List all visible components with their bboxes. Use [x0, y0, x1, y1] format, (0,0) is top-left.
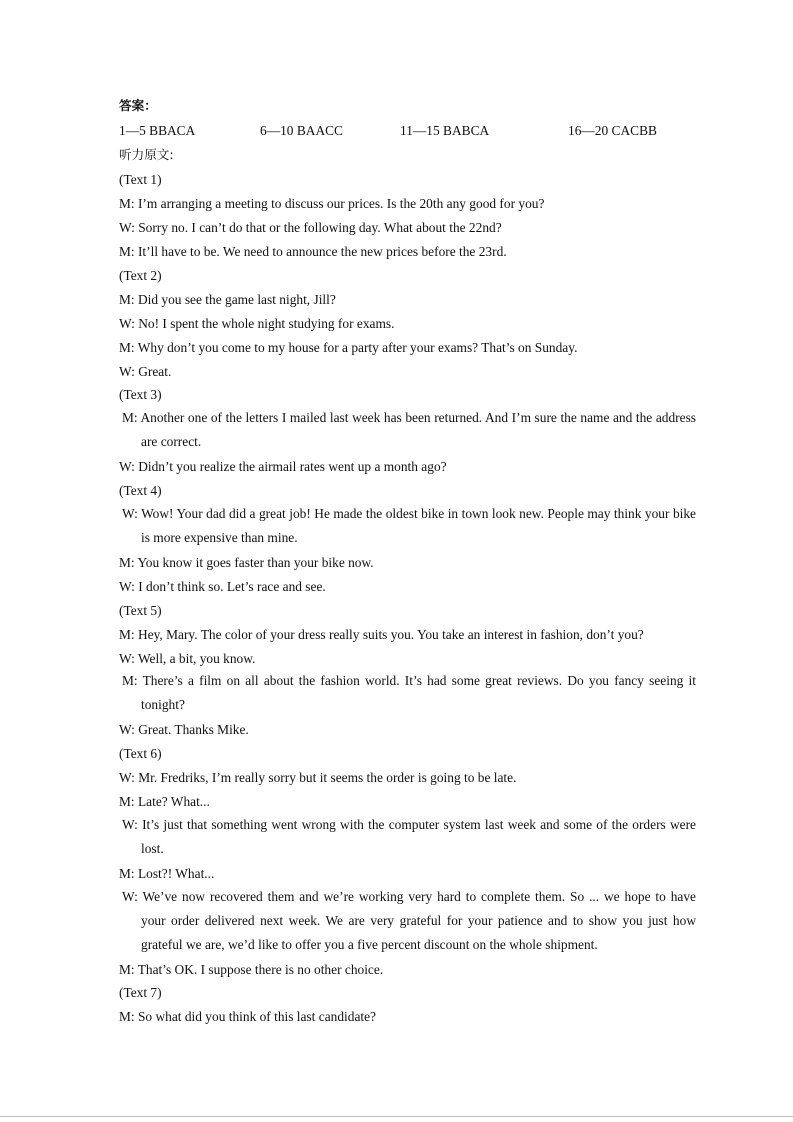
- dialogue-line: M: You know it goes faster than your bike now.: [119, 555, 374, 570]
- dialogue-line: M: So what did you think of this last candidate?: [119, 1009, 376, 1024]
- dialogue-line: M: There’s a film on all about the fashion world. It’s had some great reviews. Do you fancy seeing it tonight?: [122, 673, 696, 712]
- text-label: (Text 4): [119, 483, 162, 498]
- text-label: (Text 2): [119, 268, 162, 283]
- dialogue-line: W: Great. Thanks Mike.: [119, 722, 249, 737]
- dialogue-line: W: We’ve now recovered them and we’re working very hard to complete them. So ... we hope to have your order delivered next week. We are very grateful for your patience and to show you just how grateful we are, we’d like to offer you a five percent discount on the whole shipment.: [122, 889, 696, 952]
- answer-group: 11—15 BABCA: [400, 123, 490, 138]
- dialogue-line: W: I don’t think so. Let’s race and see.: [119, 579, 326, 594]
- text-label: (Text 6): [119, 746, 162, 761]
- dialogue-line: M: I’m arranging a meeting to discuss our prices. Is the 20th any good for you?: [119, 196, 545, 211]
- dialogue-line: M: Why don’t you come to my house for a party after your exams? That’s on Sunday.: [119, 340, 578, 355]
- dialogue-line: M: That’s OK. I suppose there is no other choice.: [119, 962, 384, 977]
- dialogue-line: M: Lost?! What...: [119, 866, 215, 881]
- answer-heading: 答案：: [119, 98, 157, 113]
- answer-group: 6—10 BAACC: [260, 123, 343, 138]
- dialogue-line: W: Great.: [119, 364, 172, 379]
- dialogue-line: W: Sorry no. I can’t do that or the following day. What about the 22nd?: [119, 220, 502, 235]
- answer-key-row: [119, 122, 679, 140]
- dialogue-line: M: Another one of the letters I mailed last week has been returned. And I’m sure the name and the address are correct.: [122, 410, 696, 449]
- dialogue-line: W: Mr. Fredriks, I’m really sorry but it seems the order is going to be late.: [119, 770, 517, 785]
- dialogue-line: M: Late? What...: [119, 794, 210, 809]
- text-label: (Text 5): [119, 603, 162, 618]
- dialogue-line: M: Hey, Mary. The color of your dress really suits you. You take an interest in fashion, don’t you?: [119, 627, 644, 642]
- text-label: (Text 1): [119, 172, 162, 187]
- transcript-heading: 听力原文:: [119, 147, 174, 162]
- page-bottom-rule: [0, 1116, 793, 1117]
- dialogue-line: W: Wow! Your dad did a great job! He made the oldest bike in town look new. People may think your bike is more expensive than mine.: [122, 506, 696, 545]
- dialogue-line: W: It’s just that something went wrong with the computer system last week and some of the orders were lost.: [122, 817, 696, 856]
- answer-group: 1—5 BBACA: [119, 123, 196, 138]
- dialogue-line: W: Well, a bit, you know.: [119, 651, 256, 666]
- dialogue-line: M: Did you see the game last night, Jill?: [119, 292, 336, 307]
- text-label: (Text 3): [119, 387, 162, 402]
- text-label: (Text 7): [119, 985, 162, 1000]
- dialogue-line: M: It’ll have to be. We need to announce the new prices before the 23rd.: [119, 244, 507, 259]
- dialogue-line: W: Didn’t you realize the airmail rates went up a month ago?: [119, 459, 447, 474]
- dialogue-line: W: No! I spent the whole night studying for exams.: [119, 316, 395, 331]
- answer-group: 16—20 CACBB: [568, 123, 657, 138]
